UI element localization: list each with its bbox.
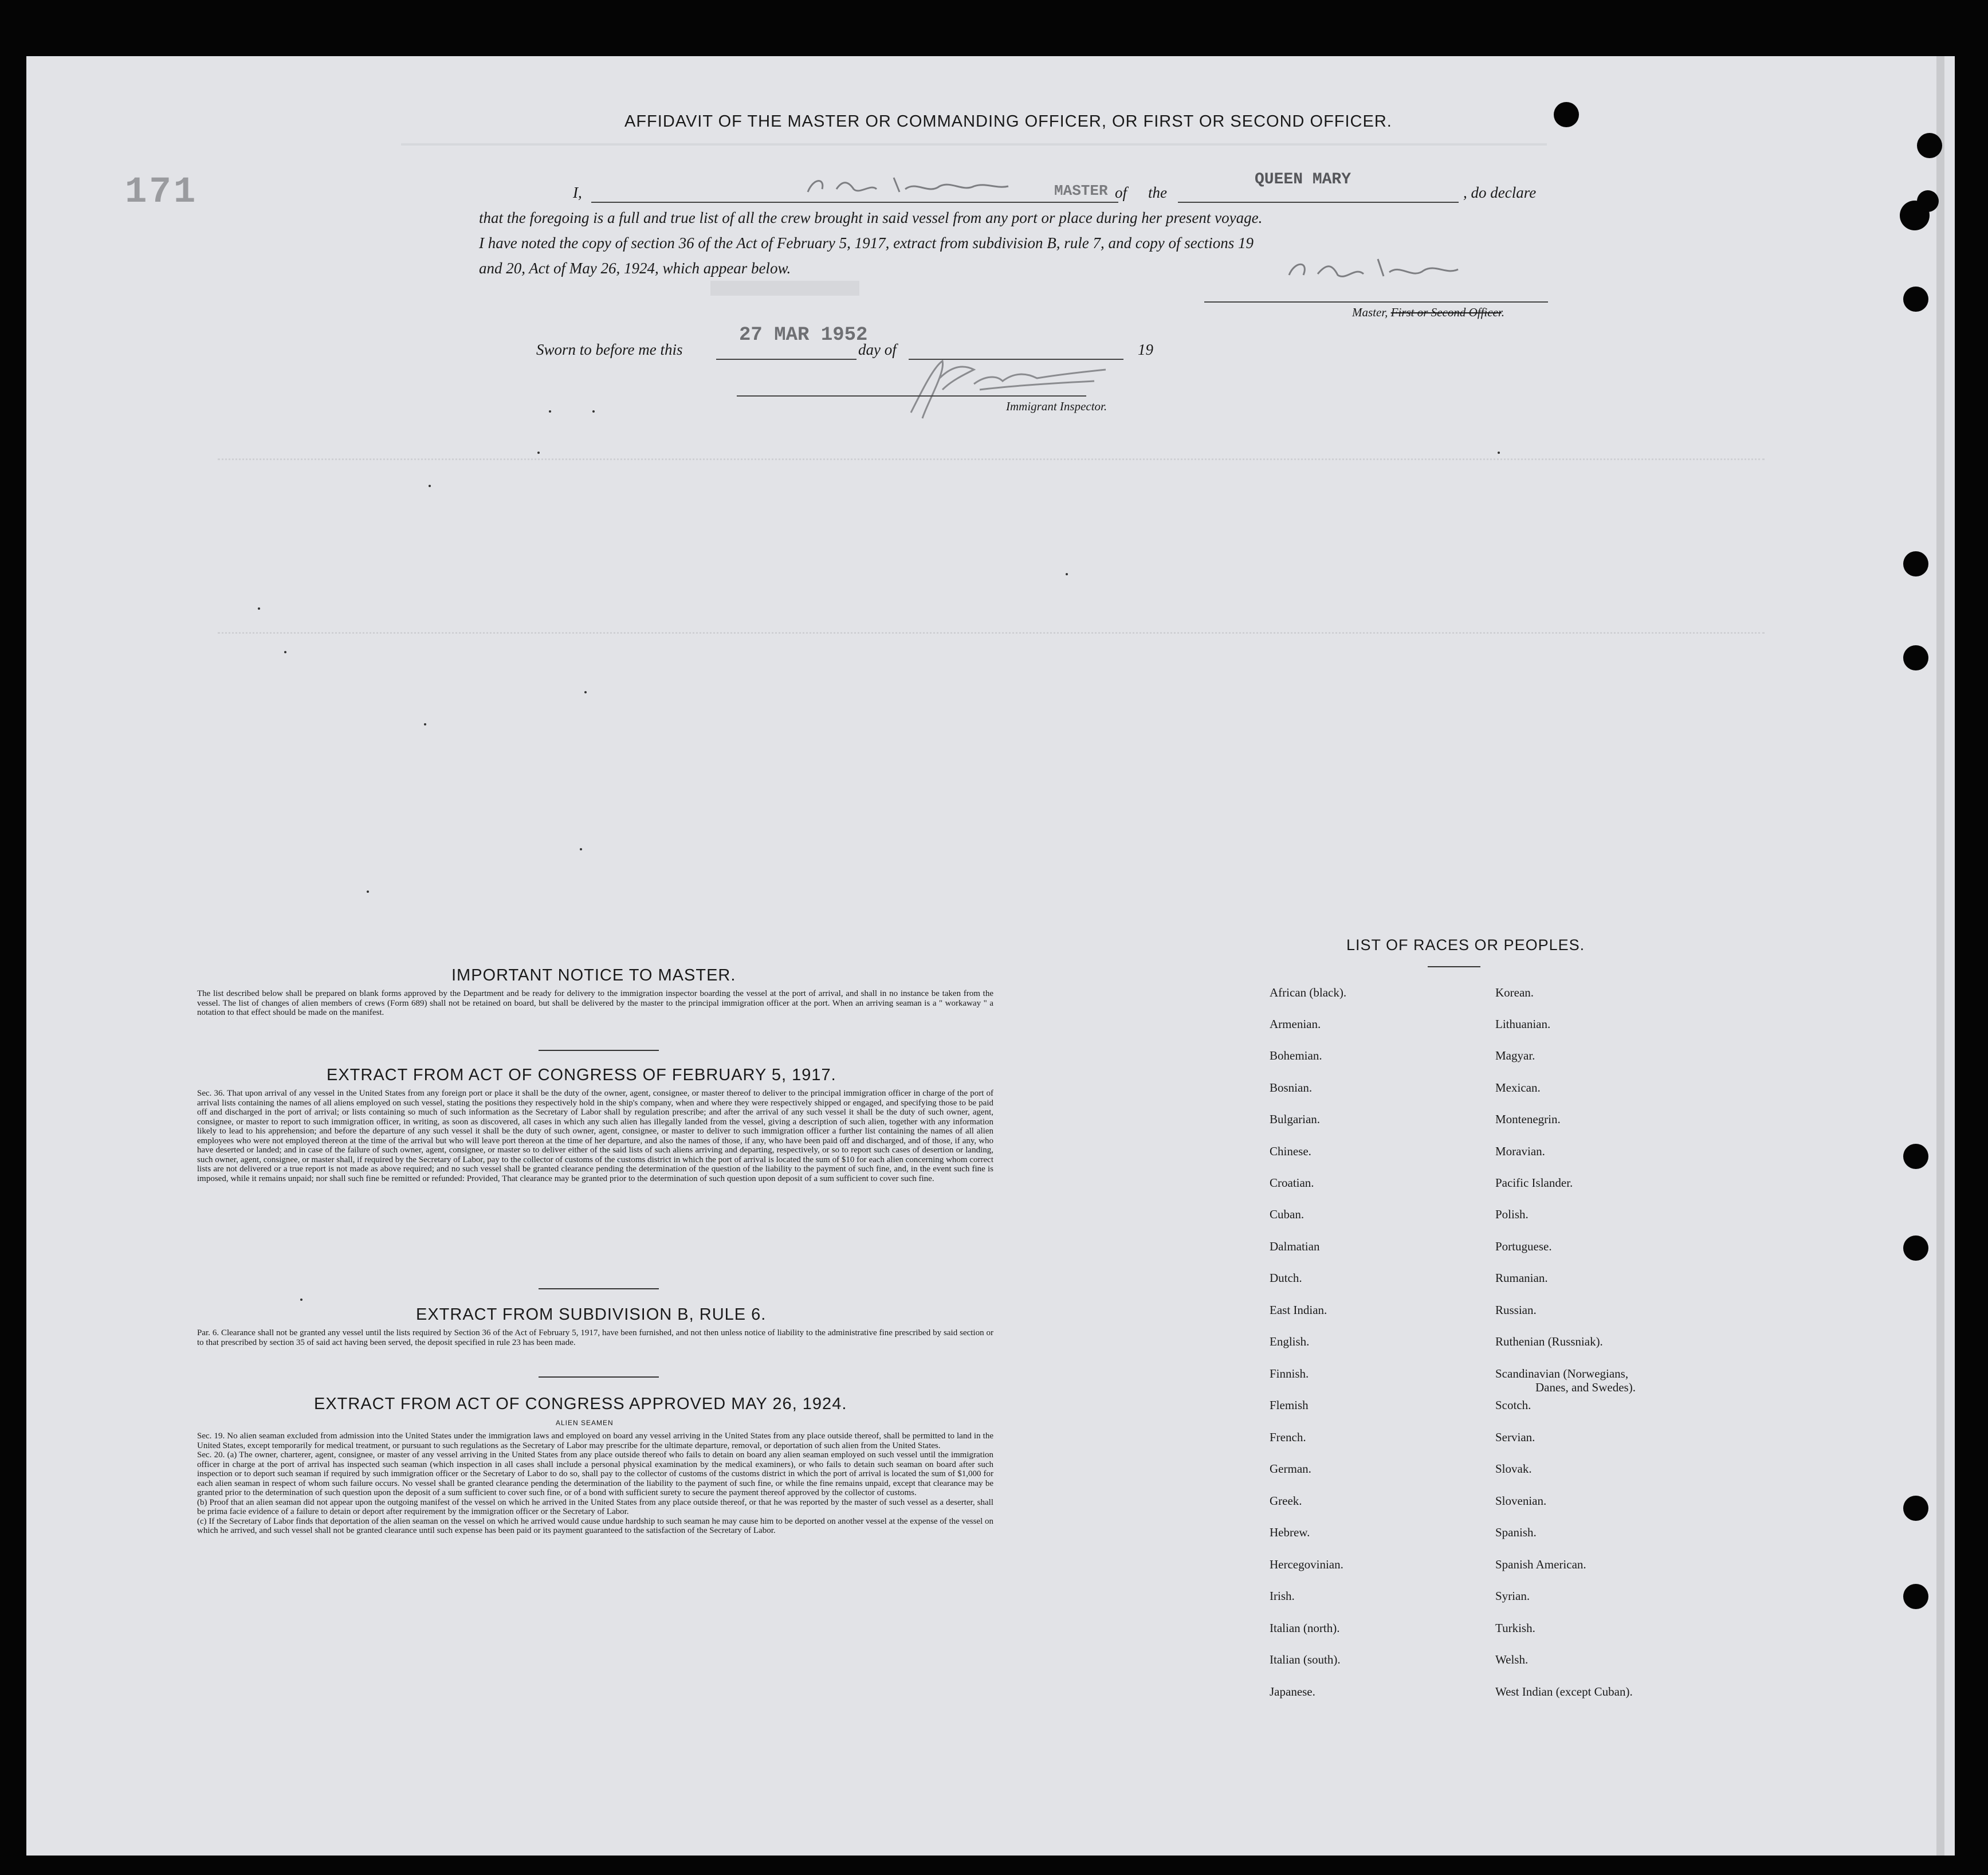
affidavit-line2: that the foregoing is a full and true list of all the crew brought in said vessel from any port or place during her present voyage. — [479, 209, 1263, 226]
speck — [300, 1299, 302, 1301]
sec19-paragraph: Sec. 19. No alien seaman excluded from admission into the United States under the immigration laws and employed on board any vessel arriving in the United States from any place outside thereof, shall be permitted to land in the United States, except temporarily for medical treatment, or pursuant to such regulations as the Secretary of Labor may prescribe for the ultimate departure, removal, or deportation of such alien from the United States. — [197, 1431, 993, 1450]
speck — [367, 891, 369, 893]
race-left-item: Bosnian. — [1270, 1081, 1313, 1095]
race-left-item: Irish. — [1270, 1589, 1295, 1603]
race-right-item: Mexican. — [1495, 1081, 1541, 1095]
race-right-item: Portuguese. — [1495, 1239, 1552, 1253]
signer-label-struck: First or Second Officer — [1390, 305, 1502, 319]
affidavit-i: I, — [573, 184, 582, 201]
race-right-item: Turkish. — [1495, 1621, 1535, 1635]
vessel-blank-line — [1178, 202, 1459, 203]
speck — [284, 651, 286, 653]
race-left-item: Japanese. — [1270, 1685, 1315, 1699]
signer-label-period: . — [1501, 305, 1504, 319]
inspector-line — [737, 395, 1086, 397]
race-right-item: Scandinavian (Norwegians, — [1495, 1367, 1629, 1380]
race-left-item: Dutch. — [1270, 1271, 1302, 1285]
race-left-item: Greek. — [1270, 1494, 1302, 1508]
speck — [592, 410, 595, 413]
race-left-item: Finnish. — [1270, 1367, 1309, 1380]
punch-hole — [1917, 190, 1939, 212]
race-right-item: Scotch. — [1495, 1398, 1531, 1412]
affidavit-the: the — [1148, 184, 1167, 201]
race-right-item: Korean. — [1495, 986, 1534, 999]
speck — [549, 410, 551, 413]
race-left-item: Dalmatian — [1270, 1239, 1320, 1253]
races-title-rule — [1428, 966, 1480, 967]
speck — [580, 848, 582, 850]
speck — [1066, 573, 1068, 575]
race-left-item: German. — [1270, 1462, 1311, 1476]
race-left-item: African (black). — [1270, 986, 1347, 999]
sheet-edge — [1936, 56, 1944, 1856]
speck — [429, 485, 431, 487]
punch-hole — [1903, 645, 1928, 670]
notice-body: The list described below shall be prepared on blank forms approved by the Department and be ready for delivery to the immigration inspector boarding the vessel at the port of arrival, and shall in no instance be taken from the vessel. The list of changes of alien members of crews (Form 689) shall not be retained on board, but shall be delivered by the master to the principal immigration officer at the port. When an arriving seaman is a " workaway " a notation to that effect should be made on the manifest. — [197, 989, 993, 1017]
race-left-item: Italian (north). — [1270, 1621, 1340, 1635]
race-left-item: Italian (south). — [1270, 1653, 1341, 1666]
punch-hole — [1903, 1496, 1928, 1521]
race-left-item: French. — [1270, 1430, 1306, 1444]
bleed-through-text — [710, 281, 859, 296]
race-left-item: East Indian. — [1270, 1303, 1327, 1317]
race-right-item: Montenegrin. — [1495, 1112, 1561, 1126]
speck — [1498, 452, 1500, 454]
races-title: LIST OF RACES OR PEOPLES. — [1346, 936, 1585, 954]
affidavit-declare: , do declare — [1463, 184, 1537, 201]
race-left-item: Hebrew. — [1270, 1525, 1310, 1539]
sec20c-paragraph: (c) If the Secretary of Labor finds that deportation of the alien seaman on the vessel on which he arrived would cause undue hardship to such seaman he may cause him to be deported on another vessel at the expense of the vessel on which he arrived, and such vessel shall not be granted clearance until such expense has been paid or its payment guaranteed to the satisfaction of the Secretary of Labor. — [197, 1516, 993, 1535]
punch-hole — [1554, 102, 1579, 127]
sec20b-paragraph: (b) Proof that an alien seaman did not appear upon the outgoing manifest of the vessel on which he arrived in the United States from any place outside thereof, or that he was reported by the master of such vessel as a deserter, shall be prima facie evidence of a failure to detain or deport after requirement by the immigration officer or the Secretary of Labor. — [197, 1497, 993, 1516]
race-left-item: Bulgarian. — [1270, 1112, 1321, 1126]
race-left-item: Bohemian. — [1270, 1049, 1322, 1062]
race-left-item: Flemish — [1270, 1398, 1309, 1412]
punch-hole — [1903, 1235, 1928, 1261]
speck — [258, 607, 260, 610]
punch-hole — [1917, 133, 1942, 158]
sworn-day-line — [716, 359, 857, 360]
section-rule — [539, 1376, 659, 1378]
race-left-item: Armenian. — [1270, 1017, 1321, 1031]
race-left-item: Croatian. — [1270, 1176, 1314, 1190]
race-right-item: Moravian. — [1495, 1144, 1545, 1158]
speck — [584, 691, 587, 693]
race-right-item: Slovenian. — [1495, 1494, 1547, 1508]
rank-stamp: MASTER — [1054, 182, 1108, 199]
sworn-prefix: Sworn to before me this — [536, 341, 683, 358]
document-sheet — [26, 56, 1955, 1856]
race-left-item: Hercegovinian. — [1270, 1558, 1343, 1571]
race-right-item: Pacific Islander. — [1495, 1176, 1573, 1190]
race-right-item-continued: Danes, and Swedes). — [1535, 1380, 1636, 1394]
race-right-item: West Indian (except Cuban). — [1495, 1685, 1633, 1699]
race-right-item: Servian. — [1495, 1430, 1535, 1444]
section-rule — [539, 1050, 659, 1051]
race-right-item: Slovak. — [1495, 1462, 1532, 1476]
race-left-item: Cuban. — [1270, 1207, 1305, 1221]
notice-title: IMPORTANT NOTICE TO MASTER. — [451, 966, 736, 984]
signer-label — [1352, 304, 1504, 321]
race-right-item: Russian. — [1495, 1303, 1537, 1317]
rule6-title: EXTRACT FROM SUBDIVISION B, RULE 6. — [416, 1305, 767, 1324]
master-signature-2 — [1283, 252, 1478, 287]
affidavit-line4: and 20, Act of May 26, 1924, which appear below. — [479, 260, 791, 277]
affidavit-line3: I have noted the copy of section 36 of the Act of February 5, 1917, extract from subdivision B, rule 7, and copy of sections 19 — [479, 234, 1254, 252]
race-right-item: Polish. — [1495, 1207, 1529, 1221]
race-left-item: English. — [1270, 1335, 1310, 1348]
race-right-item: Magyar. — [1495, 1049, 1535, 1062]
affidavit-of: of — [1115, 184, 1127, 201]
affidavit-title: AFFIDAVIT OF THE MASTER OR COMMANDING OFFICER, OR FIRST OR SECOND OFFICER. — [624, 112, 1392, 131]
extract1924-body — [197, 1431, 993, 1536]
race-right-item: Spanish American. — [1495, 1558, 1586, 1571]
race-right-item: Ruthenian (Russniak). — [1495, 1335, 1603, 1348]
extract1917-body: Sec. 36. That upon arrival of any vessel in the United States from any foreign port or place it shall be the duty of the owner, agent, consignee, or master thereof to deliver to the principal immigration officer in charge of the port of arrival lists containing the names of all aliens employed on such vessel, stating the positions they respectively hold in the ship's company, when and where they were respectively shipped or engaged, and specifying those to be paid off and discharged in the port of arrival; or lists containing so much of such information as the Secretary of Labor shall by regulation prescribe; and after the arrival of any such vessel it shall be the duty of such owner, agent, consignee, or master to report to such immigration officer, in writing, as soon as discovered, all cases in which any such alien has illegally landed from the vessel, giving a description of such alien, together with any information likely to lead to his apprehension; and before the departure of any such vessel it shall be the duty of such owner, agent, consignee, or master to deliver to such immigration officer a further list containing the names of all alien employees who were not employed thereon at the time of the arrival but who will leave port thereon at the time of her departure, and also the names of those, if any, who have been paid off and discharged, and of those, if any, who have deserted or landed; and in case of the failure of such owner, agent, consignee, or master so to deliver either of the said lists of such aliens arriving and departing, respectively, or so to report such cases of desertion or landing, such owner, agent, consignee, or master shall, if required by the Secretary of Labor, pay to the collector of customs of the customs district in which the port of arrival is located the sum of $10 for each alien concerning whom correct lists are not delivered or a true report is not made as above required; and no such vessel shall be granted clearance pending the determination of the question of the liability to the payment of such fine, and, in the event such fine is imposed, while it remains unpaid; nor shall such fine be remitted or refunded: Provided, That clearance may be granted prior to the determination of such question upon deposit of a sum sufficient to cover such fine. — [197, 1089, 993, 1183]
punch-hole — [1903, 1144, 1928, 1169]
speck — [424, 723, 426, 725]
section-rule — [539, 1288, 659, 1289]
sworn-year: 19 — [1138, 341, 1153, 358]
name-blank-line — [591, 202, 1118, 203]
race-right-item: Rumanian. — [1495, 1271, 1548, 1285]
extract1924-subtitle: ALIEN SEAMEN — [556, 1419, 614, 1427]
punch-hole — [1903, 551, 1928, 576]
extract1924-title: EXTRACT FROM ACT OF CONGRESS APPROVED MAY 26, 1924. — [314, 1395, 847, 1413]
punch-hole — [1903, 1584, 1928, 1609]
race-right-item: Lithuanian. — [1495, 1017, 1551, 1031]
signer-line — [1204, 301, 1548, 303]
bleed-through-text — [401, 143, 1547, 168]
race-right-item: Welsh. — [1495, 1653, 1529, 1666]
signer-label-main: Master, — [1352, 305, 1391, 319]
bleed-through-text — [218, 458, 1765, 634]
punch-hole — [1903, 287, 1928, 312]
master-signature — [802, 172, 1043, 201]
speck — [537, 452, 540, 454]
race-right-item: Spanish. — [1495, 1525, 1537, 1539]
rule6-body: Par. 6. Clearance shall not be granted any vessel until the lists required by Section 36 of the Act of February 5, 1917, have been furnished, and not then unless notice of liability to the administrative fine prescribed by said section or to that prescribed by section 35 of said act having been served, the deposit specified in rule 23 has been made. — [197, 1328, 993, 1347]
race-left-item: Chinese. — [1270, 1144, 1311, 1158]
vessel-name-stamp: QUEEN MARY — [1255, 171, 1351, 189]
sworn-day-of: day of — [858, 341, 897, 358]
race-right-item: Syrian. — [1495, 1589, 1530, 1603]
margin-mark: 171 — [125, 172, 198, 213]
extract1917-title: EXTRACT FROM ACT OF CONGRESS OF FEBRUARY 5, 1917. — [327, 1066, 836, 1084]
sec20a-paragraph: Sec. 20. (a) The owner, charterer, agent, consignee, or master of any vessel arriving in the United States from any place outside thereof who fails to detain on board any alien seaman employed on such vessel until the immigration officer in charge at the port of arrival has inspected such seaman (which inspection in all cases shall include a personal physical examination by the medical examiners), or who fails to detain such seaman on board after such inspection or to deport such seaman if required by such immigration officer or the Secretary of Labor to do so, shall pay to the collector of customs of the customs district in which the port of arrival is located the sum of $1,000 for each alien seaman in respect of whom such failure occurs. No vessel shall be granted clearance pending the determination of the liability to the payment of such fine, or while the fine remains unpaid, except that clearance may be granted prior to the determination of such question upon the deposit of a sum sufficient to cover such fine, or of a bond with sufficient surety to secure the payment thereof approved by the collector of customs. — [197, 1450, 993, 1497]
date-stamp: 27 MAR 1952 — [739, 324, 868, 346]
inspector-label: Immigrant Inspector. — [1006, 399, 1107, 413]
